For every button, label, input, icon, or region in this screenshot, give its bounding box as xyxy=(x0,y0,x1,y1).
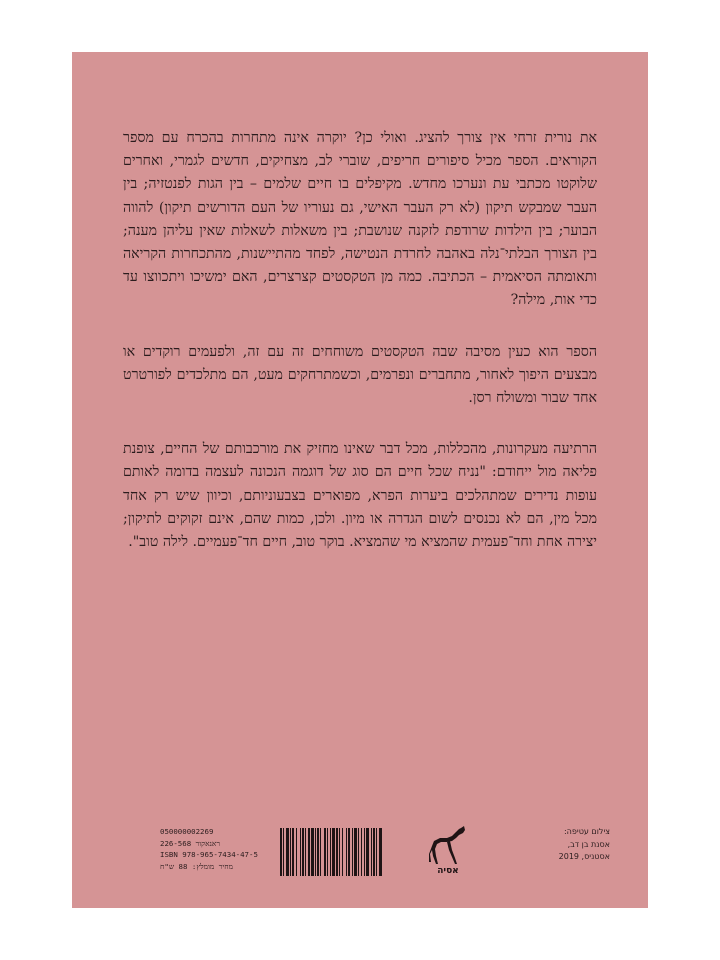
cover-footer xyxy=(160,826,610,896)
credit-line-3: אסטניס, 2019 xyxy=(558,852,610,861)
price-label: מחיר מומלץ: 88 ש"ח xyxy=(160,861,234,871)
barcode-number: 050000002269 xyxy=(160,827,214,836)
photo-credit xyxy=(516,826,610,864)
blurb-paragraph-3: הרתיעה מעקרונות, מהכללות, מכל דבר שאינו מחזיק את מורכבותם של החיים, צופנת פליאה מול ייחודם: "נניח שכל חיים הם סוג של דוגמה הנכונה לעצמה בדומה לאותם עופות נדירים שמתהלכים ביערות הפרא, מפוארים בצבעוניותם, וכיוון שיש רק אחד מכל מין, הם לא נכנסים לשום הגדרה או מיון. ולכן, כמות שהם, אינם זקוקים לתיקון; יצירה אחת וחד־פעמית שהמציא מי שהמציא. בוקר טוב, חיים חד־פעמיים. לילה טוב". xyxy=(123,441,597,551)
credit-line-2: אסנת בן דב, xyxy=(567,839,610,849)
blurb-paragraph-2: הספר הוא כעין מסיבה שבה הטקסטים משוחחים זה עם זה, ולפעמים רוקדים או מבצעים היפוך לאחור, מתחברים ונפרמים, וכשמתרחקים מעט, הם מתלכדים לפורטרט אחד שבור ומשולח רסן. xyxy=(123,343,597,407)
publisher-name: אסיה xyxy=(437,866,459,876)
blurb-paragraph-1: את נורית זרחי אין צורך להציג. ואולי כן? יוקרה אינה מתחרות בהכרח עם מספר הקוראים. הספר מכיל סיפורים חריפים, שוברי לב, מצחיקים, חדשים לגמרי, ואחרים שלוקטו מכתבי עת ונערכו מחדש. מקיפלים בו חיים שלמים – בין הגות לפנטזיה; בין העבר שמבקש תיקון (לא רק העבר האישי, גם נעוריו של העם הדורשים תיקון) להווה הבוער; בין הילדות שרודפת לזקנה שנושבת; בין משאלות לשאלות שאין עליהן מענה; בין הצורך הבלתי־נלה באהבה לחרדת הנטישה, לפחד מהתיישנות, מהתכחרות הקריאה ותאומתה הסיאמית – הכתיבה. כמה מן הטקסטים קצרצרים, האם ימשיכו ויתכווצו עד כדי אות, מילה? xyxy=(123,130,597,309)
publisher-logo xyxy=(428,824,478,884)
isbn-block xyxy=(160,826,280,872)
hound-icon xyxy=(428,824,468,866)
catalog-number: ראנאקור 226-568 xyxy=(160,838,220,848)
barcode xyxy=(280,828,430,876)
barcode-bar xyxy=(382,828,383,876)
blurb-text xyxy=(123,127,597,582)
credit-line-1: צילום עטיפה: xyxy=(563,827,610,836)
isbn-number: ISBN 978-965-7434-47-5 xyxy=(160,850,258,860)
